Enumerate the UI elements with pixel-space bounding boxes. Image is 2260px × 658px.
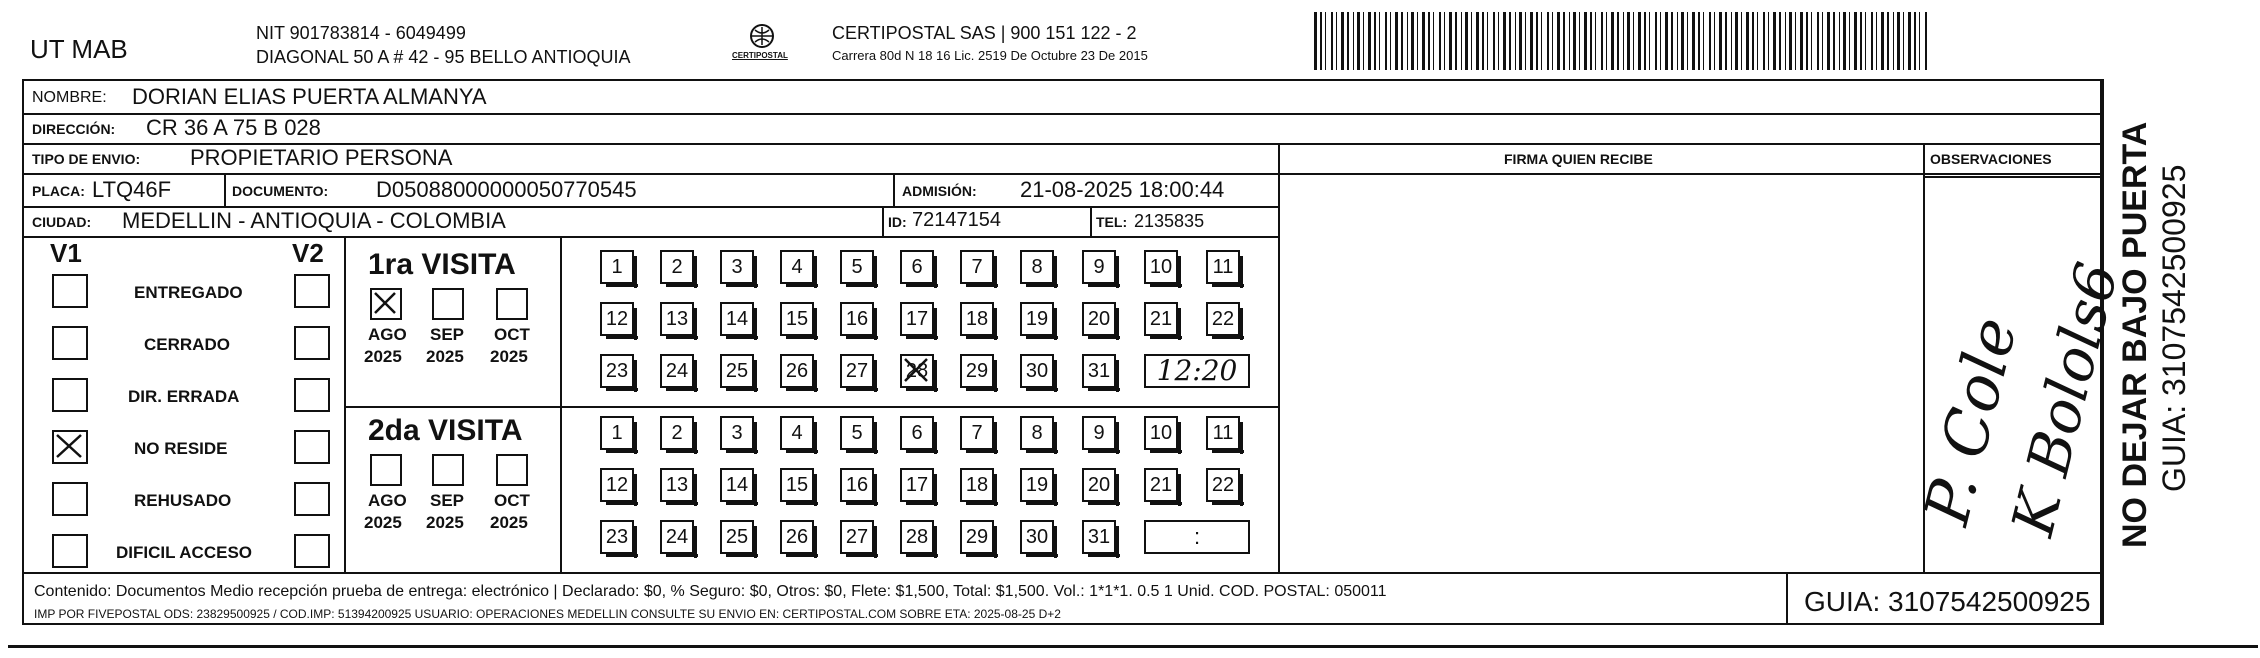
barcode-bar [1449, 12, 1452, 70]
observaciones-line-2: K Bolols6 [1998, 255, 2132, 543]
barcode-bar [1795, 12, 1796, 70]
day-checkbox[interactable]: 16 [840, 468, 874, 502]
month-checkbox[interactable] [432, 454, 464, 486]
day-checkbox[interactable]: 8 [1020, 250, 1054, 284]
month-label: SEP [430, 325, 465, 344]
barcode-bar [1698, 12, 1700, 70]
day-checkbox[interactable]: 15 [780, 468, 814, 502]
direccion-label: DIRECCIÓN: [32, 121, 116, 137]
barcode-bar [1811, 12, 1812, 70]
day-checkbox[interactable]: 14 [720, 302, 754, 336]
footer-content-line: Contenido: Documentos Medio recepción prueba de entrega: electrónico | Declarado: $0, % Seguro: $0, Otros: $0, Flete: $1,500, Total: $1,500. Vol.: 1*1*1. 0.5 1 Unid. COD. POSTAL: 050011 [34, 583, 1387, 600]
year-label: 2025 [426, 347, 464, 366]
day-checkbox[interactable]: 13 [660, 468, 694, 502]
barcode-bar [1822, 12, 1823, 70]
v1-checkbox[interactable] [52, 482, 88, 516]
barcode-bar [1325, 12, 1326, 70]
nombre-label: NOMBRE: [32, 89, 107, 106]
check-x-icon [54, 432, 86, 462]
barcode-bar [1601, 12, 1603, 70]
day-checkbox[interactable]: 23 [600, 354, 634, 388]
v2-checkbox[interactable] [294, 430, 330, 464]
barcode-bar [1579, 12, 1580, 70]
side-warning: NO DEJAR BAJO PUERTA [2116, 121, 2154, 548]
barcode-bar [1611, 12, 1614, 70]
year-label: 2025 [364, 347, 402, 366]
month-checkbox[interactable] [496, 454, 528, 486]
status-option-label: REHUSADO [134, 491, 232, 510]
day-checkbox[interactable]: 11 [1206, 416, 1240, 450]
id-label: ID: [888, 214, 907, 230]
barcode-bar [1925, 12, 1927, 70]
barcode-bar [1498, 12, 1499, 70]
barcode-bar [1692, 12, 1695, 70]
barcode-bar [1623, 12, 1624, 70]
barcode-bar [1422, 12, 1425, 70]
day-checkbox[interactable]: 10 [1144, 250, 1178, 284]
v1-checkbox[interactable] [52, 378, 88, 412]
side-guia: GUIA: 3107542500925 [2156, 164, 2192, 492]
barcode-bar [1627, 12, 1630, 70]
barcode-bar [1887, 12, 1889, 70]
day-checkbox[interactable]: 12 [600, 302, 634, 336]
day-checkbox[interactable]: 5 [840, 416, 874, 450]
footer-guia: GUIA: 3107542500925 [1804, 586, 2091, 617]
day-checkbox[interactable]: 20 [1082, 468, 1116, 502]
barcode-bar [1638, 12, 1641, 70]
barcode-bar [1735, 12, 1738, 70]
observaciones-label: OBSERVACIONES [1930, 151, 2052, 167]
documento-value: D05088000000050770545 [376, 177, 637, 202]
day-checkbox[interactable]: 26 [780, 354, 814, 388]
barcode-bar [1595, 12, 1596, 70]
day-checkbox[interactable]: 12 [600, 468, 634, 502]
v1-checkbox[interactable] [52, 274, 88, 308]
day-checkbox[interactable]: 22 [1206, 468, 1240, 502]
barcode-bar [1617, 12, 1619, 70]
barcode-bar [1741, 12, 1742, 70]
month-label: SEP [430, 491, 465, 510]
visit-time-field[interactable]: 12:20 [1144, 354, 1250, 388]
barcode-bar [1644, 12, 1646, 70]
day-checkbox[interactable]: 26 [780, 520, 814, 554]
barcode-bar [1444, 12, 1445, 70]
barcode-bar [1503, 12, 1506, 70]
barcode-bar [1806, 12, 1808, 70]
barcode-bar [1353, 12, 1354, 70]
day-checkbox[interactable]: 22 [1206, 302, 1240, 336]
barcode-bar [1655, 12, 1657, 70]
direccion-value: CR 36 A 75 B 028 [146, 115, 321, 140]
status-option-label: DIR. ERRADA [128, 387, 240, 406]
barcode-bar [1714, 12, 1715, 70]
barcode-bar [1800, 12, 1803, 70]
barcode-bar [1493, 12, 1495, 70]
logo-text: CERTIPOSTAL [732, 51, 788, 60]
barcode-bar [1773, 12, 1776, 70]
day-checkbox[interactable]: 6 [900, 416, 934, 450]
ciudad-value: MEDELLIN - ANTIOQUIA - COLOMBIA [122, 208, 506, 233]
year-label: 2025 [490, 347, 528, 366]
v1-checkbox[interactable] [52, 326, 88, 360]
day-checkbox[interactable]: 9 [1082, 416, 1116, 450]
status-option-label: ENTREGADO [134, 283, 243, 302]
barcode-bar [1919, 12, 1920, 70]
barcode-bar [1314, 12, 1317, 70]
barcode-bar [1515, 12, 1516, 70]
barcode-bar [1390, 12, 1391, 70]
barcode-bar [1897, 12, 1900, 70]
barcode-bar [1719, 12, 1722, 70]
tipo-envio-label: TIPO DE ENVIO: [32, 151, 141, 167]
barcode-bar [1746, 12, 1749, 70]
status-option-label: CERRADO [144, 335, 230, 354]
barcode-bar [1401, 12, 1403, 70]
barcode-bar [1547, 12, 1549, 70]
barcode-bar [1881, 12, 1884, 70]
barcode-bar [1843, 12, 1846, 70]
barcode-bar [1374, 12, 1376, 70]
barcode-bar [1573, 12, 1576, 70]
barcode-bar [1687, 12, 1688, 70]
day-checkbox[interactable]: 19 [1020, 302, 1054, 336]
day-checkbox[interactable]: 13 [660, 302, 694, 336]
barcode-bar [1336, 12, 1337, 70]
day-checkbox[interactable]: 8 [1020, 416, 1054, 450]
barcode-bar [1584, 12, 1587, 70]
barcode-bar [1465, 12, 1468, 70]
barcode-bar [1752, 12, 1754, 70]
day-checkbox[interactable]: 23 [600, 520, 634, 554]
barcode-bar [1731, 12, 1732, 70]
barcode-bar [1541, 12, 1542, 70]
barcode-bar [1768, 12, 1769, 70]
barcode-bar [1865, 12, 1866, 70]
month-checkbox[interactable] [370, 454, 402, 486]
barcode-bar [1519, 12, 1522, 70]
barcode-bar [1903, 12, 1904, 70]
day-checkbox[interactable]: 18 [960, 302, 994, 336]
barcode-bar [1347, 12, 1349, 70]
check-x-icon [372, 290, 400, 318]
day-checkbox[interactable]: 29 [960, 520, 994, 554]
day-checkbox[interactable]: 19 [1020, 468, 1054, 502]
day-checkbox[interactable]: 31 [1082, 520, 1116, 554]
barcode-bar [1908, 12, 1911, 70]
month-checkbox[interactable] [496, 288, 528, 320]
day-checkbox[interactable]: 17 [900, 468, 934, 502]
barcode-bar [1379, 12, 1380, 70]
barcode-bar [1833, 12, 1835, 70]
barcode-bar [1385, 12, 1387, 70]
barcode-bar [1681, 12, 1684, 70]
day-checkbox[interactable]: 14 [720, 468, 754, 502]
v2-checkbox[interactable] [294, 378, 330, 412]
firma-label: FIRMA QUIEN RECIBE [1504, 151, 1653, 167]
month-checkbox[interactable] [370, 288, 402, 320]
admision-value: 21-08-2025 18:00:44 [1020, 177, 1225, 202]
barcode-bar [1703, 12, 1704, 70]
day-checkbox[interactable]: 28 [900, 520, 934, 554]
v2-checkbox[interactable] [294, 482, 330, 516]
day-checkbox[interactable]: 2 [660, 250, 694, 284]
v1-checkbox[interactable] [52, 534, 88, 568]
barcode-bar [1876, 12, 1877, 70]
barcode-bar [1395, 12, 1398, 70]
barcode-bar [1633, 12, 1634, 70]
day-checkbox[interactable]: 24 [660, 354, 694, 388]
day-checkbox[interactable]: 30 [1020, 354, 1054, 388]
barcode-bar [1563, 12, 1565, 70]
day-checkbox[interactable]: 4 [780, 416, 814, 450]
barcode-bar [1671, 12, 1673, 70]
tipo-envio-value: PROPIETARIO PERSONA [190, 145, 453, 170]
visit1-title: 1ra VISITA [368, 248, 516, 281]
day-checkbox[interactable]: 21 [1144, 302, 1178, 336]
barcode-bar [1860, 12, 1862, 70]
tel-value: 2135835 [1134, 211, 1205, 231]
barcode-bar [1606, 12, 1607, 70]
day-checkbox[interactable]: 16 [840, 302, 874, 336]
barcode-bar [1785, 12, 1786, 70]
barcode-bar [1509, 12, 1511, 70]
placa-value: LTQ46F [92, 177, 172, 202]
barcode-bar [1725, 12, 1727, 70]
day-checkbox[interactable]: 17 [900, 302, 934, 336]
barcode-bar [1439, 12, 1441, 70]
barcode-bar [1854, 12, 1857, 70]
v2-checkbox[interactable] [294, 534, 330, 568]
barcode-bar [1487, 12, 1488, 70]
visit-time-field[interactable]: : [1144, 520, 1250, 554]
barcode-bar [1357, 12, 1360, 70]
day-checkbox[interactable]: 7 [960, 416, 994, 450]
barcode-bar [1407, 12, 1408, 70]
month-label: AGO [368, 325, 407, 344]
month-label: AGO [368, 491, 407, 510]
observaciones-line-1: P. Cole [1909, 310, 2032, 532]
barcode-bar [1677, 12, 1678, 70]
day-checkbox[interactable]: 3 [720, 250, 754, 284]
day-checkbox[interactable]: 2 [660, 416, 694, 450]
day-checkbox[interactable]: 3 [720, 416, 754, 450]
barcode-bar [1536, 12, 1538, 70]
barcode-bar [1433, 12, 1434, 70]
barcode-bar [1660, 12, 1661, 70]
id-value: 72147154 [912, 209, 1001, 231]
barcode-bar [1649, 12, 1650, 70]
v1-checkbox[interactable] [52, 430, 88, 464]
barcode-bar [1482, 12, 1484, 70]
carrier-name: CERTIPOSTAL SAS | 900 151 122 - 2 [832, 23, 1137, 43]
day-checkbox[interactable]: 6 [900, 250, 934, 284]
day-checkbox[interactable]: 7 [960, 250, 994, 284]
barcode-bar [1914, 12, 1916, 70]
barcode-bar [1552, 12, 1553, 70]
barcode [1312, 12, 1934, 70]
status-option-label: DIFICIL ACCESO [116, 543, 253, 562]
placa-label: PLACA: [32, 183, 85, 199]
day-checkbox[interactable]: 18 [960, 468, 994, 502]
company-name: UT MAB [30, 34, 128, 64]
day-checkbox[interactable]: 11 [1206, 250, 1240, 284]
barcode-bar [1817, 12, 1819, 70]
v2-header: V2 [292, 238, 324, 268]
day-checkbox[interactable]: 27 [840, 520, 874, 554]
day-checkbox[interactable]: 1 [600, 250, 634, 284]
month-checkbox[interactable] [432, 288, 464, 320]
day-checkbox[interactable]: 20 [1082, 302, 1116, 336]
day-checkbox[interactable]: 29 [960, 354, 994, 388]
day-checkbox[interactable]: 25 [720, 354, 754, 388]
year-label: 2025 [490, 513, 528, 532]
v2-checkbox[interactable] [294, 274, 330, 308]
tel-label: TEL: [1096, 214, 1128, 230]
barcode-bar [1779, 12, 1781, 70]
day-checkbox[interactable]: 10 [1144, 416, 1178, 450]
v1-header: V1 [50, 238, 82, 268]
ciudad-label: CIUDAD: [32, 214, 92, 230]
barcode-bar [1849, 12, 1850, 70]
v2-checkbox[interactable] [294, 326, 330, 360]
barcode-bar [1363, 12, 1364, 70]
day-checkbox[interactable]: 5 [840, 250, 874, 284]
status-option-label: NO RESIDE [134, 439, 228, 458]
barcode-bar [1320, 12, 1322, 70]
day-checkbox[interactable]: 24 [660, 520, 694, 554]
day-checkbox[interactable]: 27 [840, 354, 874, 388]
barcode-bar [1411, 12, 1414, 70]
barcode-bar [1757, 12, 1758, 70]
month-label: OCT [494, 491, 530, 510]
admision-label: ADMISIÓN: [902, 183, 977, 199]
barcode-bar [1417, 12, 1418, 70]
day-checkbox[interactable]: 28 [900, 354, 934, 388]
day-checkbox[interactable]: 21 [1144, 468, 1178, 502]
company-nit: NIT 901783814 - 6049499 [256, 23, 466, 43]
barcode-bar [1461, 12, 1462, 70]
barcode-bar [1763, 12, 1765, 70]
company-address: DIAGONAL 50 A # 42 - 95 BELLO ANTIOQUIA [256, 47, 631, 67]
nombre-value: DORIAN ELIAS PUERTA ALMANYA [132, 84, 487, 109]
barcode-bar [1525, 12, 1526, 70]
day-checkbox[interactable]: 4 [780, 250, 814, 284]
check-x-icon [902, 356, 932, 386]
barcode-bar [1471, 12, 1472, 70]
barcode-bar [1827, 12, 1830, 70]
day-checkbox[interactable]: 31 [1082, 354, 1116, 388]
barcode-bar [1893, 12, 1894, 70]
footer-print-line: IMP POR FIVEPOSTAL ODS: 23829500925 / COD.IMP: 51394200925 USUARIO: OPERACIONES MEDELLIN CONSULTE SU ENVIO EN: CERTIPOSTAL.COM SOBRE ETA: 2025-08-25 D+2 [34, 607, 1061, 621]
barcode-bar [1331, 12, 1333, 70]
certipostal-logo [730, 22, 794, 66]
barcode-bar [1341, 12, 1344, 70]
observaciones-handwriting [1909, 180, 2132, 570]
barcode-bar [1368, 12, 1371, 70]
barcode-bar [1557, 12, 1560, 70]
visit2-title: 2da VISITA [368, 414, 523, 447]
barcode-bar [1709, 12, 1711, 70]
barcode-bar [1455, 12, 1457, 70]
barcode-bar [1476, 12, 1479, 70]
barcode-bar [1789, 12, 1792, 70]
barcode-bar [1665, 12, 1668, 70]
barcode-bar [1871, 12, 1873, 70]
day-checkbox[interactable]: 9 [1082, 250, 1116, 284]
year-label: 2025 [364, 513, 402, 532]
barcode-bar [1839, 12, 1840, 70]
documento-label: DOCUMENTO: [232, 183, 329, 199]
month-label: OCT [494, 325, 530, 344]
day-checkbox[interactable]: 25 [720, 520, 754, 554]
barcode-bar [1569, 12, 1570, 70]
barcode-bar [1428, 12, 1430, 70]
year-label: 2025 [426, 513, 464, 532]
day-checkbox[interactable]: 30 [1020, 520, 1054, 554]
barcode-bar [1530, 12, 1533, 70]
carrier-address: Carrera 80d N 18 16 Lic. 2519 De Octubre 23 De 2015 [832, 48, 1148, 63]
day-checkbox[interactable]: 15 [780, 302, 814, 336]
day-checkbox[interactable]: 1 [600, 416, 634, 450]
barcode-bar [1590, 12, 1592, 70]
